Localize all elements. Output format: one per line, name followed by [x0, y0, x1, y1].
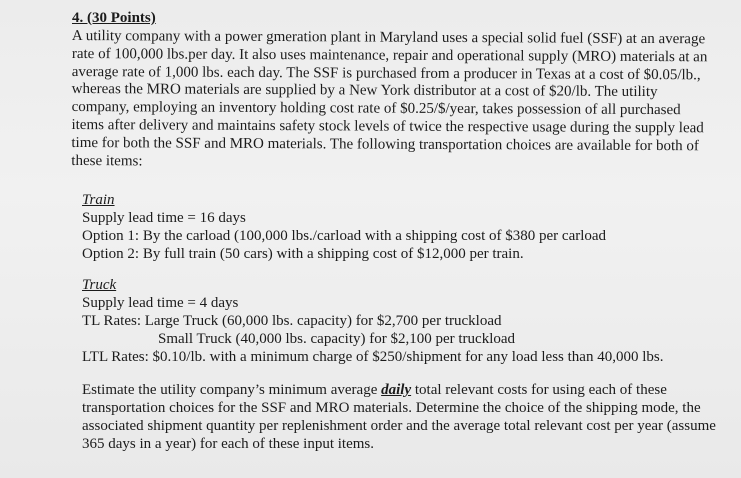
train-lead-time: Supply lead time = 16 days [82, 209, 246, 226]
problem-intro [71, 28, 719, 174]
question-line-1 [82, 382, 719, 400]
question-section [72, 382, 719, 453]
question-line-2: transportation choices for the SSF and MRO materials. Determine the choice of the shipping mode, the [82, 400, 701, 417]
problem-title: 4. (30 Points) [72, 10, 156, 26]
truck-ltl-rates: LTL Rates: $0.10/lb. with a minimum charge of $250/shipment for any load less than 40,000 lbs. [82, 348, 664, 365]
truck-tl-large: TL Rates: Large Truck (60,000 lbs. capacity) for $2,700 per truckload [82, 312, 502, 329]
intro-line: time for both the SSF and MRO materials. The following transportation choices are available for both of [71, 134, 699, 154]
question-line-1-pre: Estimate the utility company’s minimum average [82, 382, 382, 399]
truck-section [72, 277, 719, 366]
train-option-2: Option 2: By full train (50 cars) with a shipping cost of $12,000 per train. [82, 245, 524, 262]
intro-line: items after delivery and maintains safety stock levels of twice the respective usage during the supply lead [71, 116, 704, 137]
intro-line: company, employing an inventory holding cost rate of $0.25/$/year, takes possession of all purchased [71, 98, 681, 119]
truck-tl-small: Small Truck (40,000 lbs. capacity) for $2,100 per truckload [158, 330, 516, 347]
truck-heading: Truck [82, 277, 117, 294]
intro-line: whereas the MRO materials are supplied by a New York distributor at a cost of $20/lb. The utility [71, 81, 658, 101]
train-heading: Train [82, 192, 115, 209]
question-line-4: 365 days in a year) for each of these input items. [82, 435, 374, 452]
question-line-1-post: total relevant costs for using each of these [411, 382, 667, 399]
intro-line: A utility company with a power gmeration plant in Maryland uses a special solid fuel (SSF) at an average [71, 27, 706, 48]
question-line-3: associated shipment quantity per replenishment order and the average total relevant cost per year (assume [82, 417, 716, 434]
intro-line: average rate of 1,000 lbs. each day. The SSF is purchased from a producer in Texas at a cost of $0.05/lb., [71, 63, 701, 83]
truck-lead-time: Supply lead time = 4 days [82, 295, 239, 312]
intro-line: these items: [71, 152, 143, 169]
intro-line: rate of 100,000 lbs.per day. It also uses maintenance, repair and operational supply (MRO) materials at an [71, 45, 708, 65]
question-emphasis: daily [381, 382, 412, 399]
train-section [72, 192, 719, 263]
train-option-1: Option 1: By the carload (100,000 lbs./carload with a shipping cost of $380 per carload [82, 227, 607, 244]
